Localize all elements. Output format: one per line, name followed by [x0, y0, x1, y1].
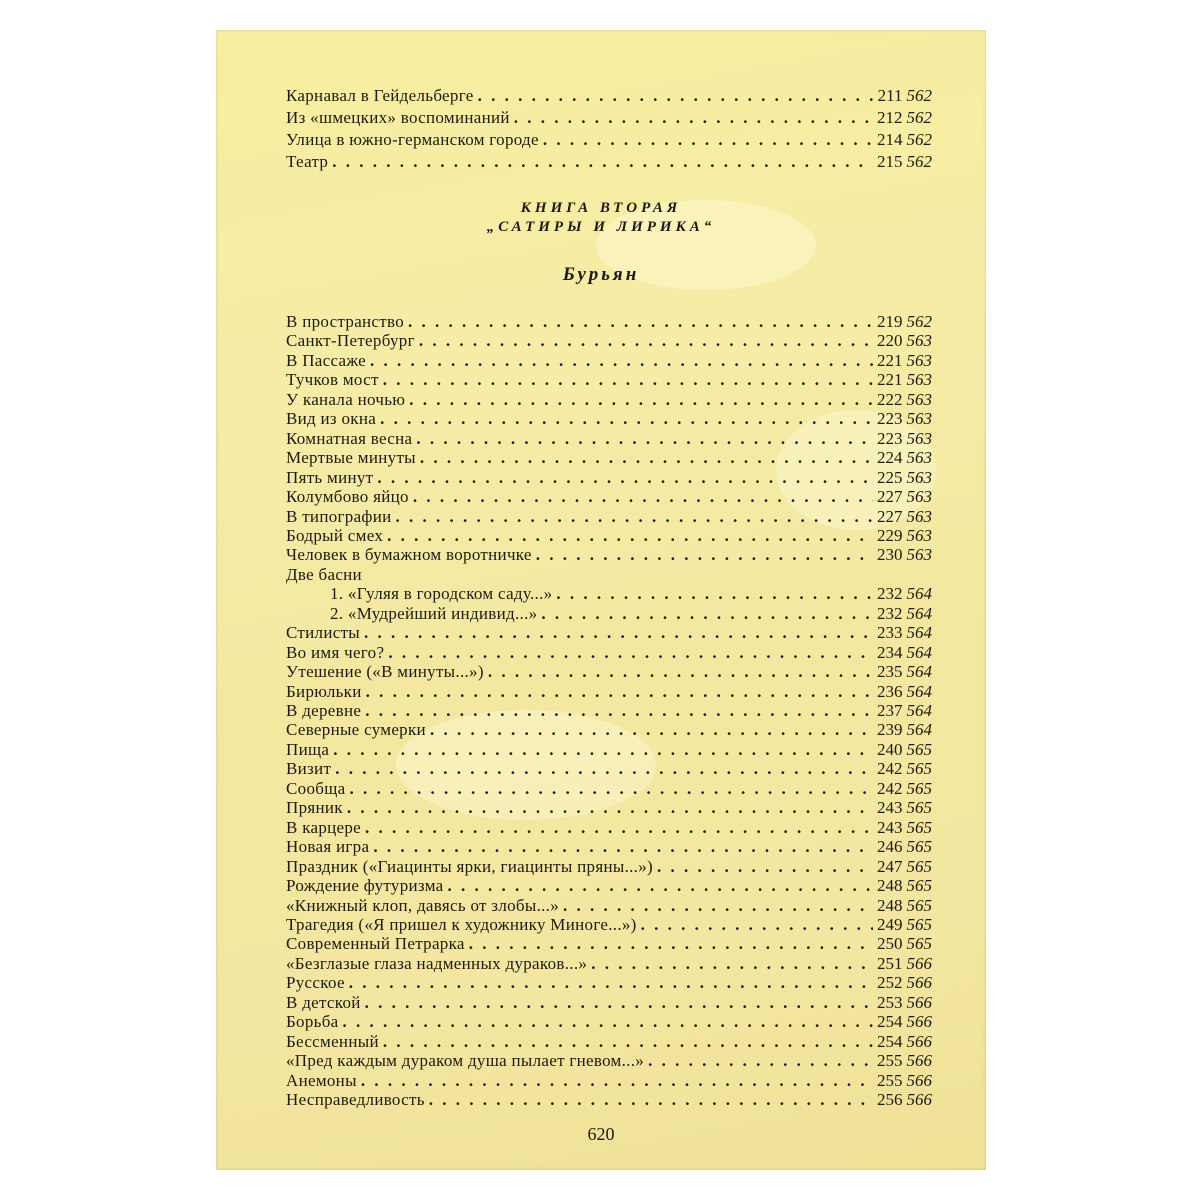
entry-title: Вид из окна [286, 409, 377, 429]
notes-page-number: 565 [906, 837, 932, 857]
notes-page-number: 562 [906, 152, 932, 171]
leader-dots [641, 915, 873, 935]
toc-entry [286, 1012, 932, 1032]
leader-dots [365, 701, 873, 721]
leader-dots [365, 993, 873, 1013]
toc-entry [286, 701, 932, 721]
text-page-number: 253 [877, 992, 903, 1012]
page-number: 620 [587, 1124, 615, 1144]
notes-page-number: 566 [906, 1090, 932, 1109]
notes-page-number: 563 [906, 350, 932, 370]
leader-dots [349, 779, 873, 799]
leader-dots [347, 798, 873, 818]
toc-entry [330, 584, 932, 604]
notes-page-number: 563 [906, 448, 932, 468]
notes-page-number: 563 [906, 428, 932, 448]
notes-page-number: 566 [906, 992, 932, 1012]
toc-entry [286, 759, 932, 779]
text-page-number: 234 [877, 642, 903, 662]
book-heading-1: КНИГА ВТОРАЯ [520, 200, 682, 216]
leader-dots [373, 837, 873, 857]
entry-title: Тучков мост [286, 370, 379, 390]
text-page-number: 233 [877, 623, 903, 643]
leader-dots [343, 1012, 873, 1032]
toc-entry [286, 993, 932, 1013]
text-page-number: 248 [877, 895, 903, 915]
toc-entry [286, 682, 932, 702]
notes-page-number: 565 [906, 934, 932, 954]
text-page-number: 225 [877, 467, 903, 487]
notes-page-number: 565 [906, 914, 932, 934]
toc-entry [286, 1051, 932, 1071]
text-page-number: 252 [877, 973, 903, 993]
notes-page-number: 565 [906, 876, 932, 896]
entry-title: Бодрый смех [286, 525, 384, 545]
leader-dots [657, 857, 873, 877]
notes-page-number: 563 [906, 467, 932, 487]
leader-dots [349, 973, 873, 993]
notes-page-number: 563 [906, 331, 932, 351]
notes-page-number: 563 [906, 506, 932, 526]
entry-title: Улица в южно-германском городе [286, 130, 539, 149]
leader-dots [488, 662, 873, 682]
leader-dots [514, 108, 873, 128]
toc-entry [286, 934, 932, 954]
entry-title: Несправедливость [286, 1090, 425, 1109]
entry-title: Северные сумерки [286, 720, 426, 740]
book-heading-2: „САТИРЫ И ЛИРИКА“ [486, 219, 716, 235]
toc-entry [286, 130, 932, 150]
leader-dots [370, 351, 873, 371]
toc-entry [286, 779, 932, 799]
leader-dots [591, 954, 873, 974]
text-page-number: 211 [877, 86, 903, 105]
entry-title: Пища [286, 739, 330, 759]
entry-title: Санкт-Петербург [286, 331, 415, 351]
notes-page-number: 565 [906, 778, 932, 798]
notes-page-number: 565 [906, 759, 932, 779]
text-page-number: 255 [877, 1070, 903, 1090]
leader-dots [409, 390, 873, 410]
notes-page-number: 562 [906, 86, 932, 105]
text-page-number: 214 [877, 130, 903, 149]
entry-title: «Пред каждым дураком душа пылает гневом...» [286, 1051, 645, 1071]
leader-dots [478, 86, 874, 106]
toc-entry [286, 331, 932, 351]
leader-dots [365, 818, 873, 838]
notes-page-number: 564 [906, 662, 932, 682]
leader-dots [413, 487, 873, 507]
entry-title: Сообща [286, 778, 346, 798]
text-page-number: 239 [877, 720, 903, 740]
entry-title: Комнатная весна [286, 428, 413, 448]
leader-dots [408, 312, 873, 332]
toc-entry [286, 1032, 932, 1052]
notes-page-number: 563 [906, 487, 932, 507]
notes-page-number: 564 [906, 701, 932, 720]
entry-title: Бессменный [286, 1031, 379, 1051]
leader-dots [383, 1032, 873, 1052]
notes-page-number: 565 [906, 739, 932, 759]
toc-entry [286, 896, 932, 916]
toc-entry [286, 837, 932, 857]
notes-page-number: 565 [906, 856, 932, 876]
entry-title: В детской [286, 992, 361, 1012]
notes-page-number: 563 [906, 409, 932, 429]
text-page-number: 237 [877, 701, 903, 720]
toc-entry [286, 487, 932, 507]
leader-dots [335, 759, 873, 779]
leader-dots [469, 934, 873, 954]
leader-dots [541, 604, 873, 624]
text-page-number: 251 [877, 953, 903, 973]
leader-dots [383, 370, 873, 390]
leader-dots [420, 448, 873, 468]
toc-entry [286, 662, 932, 682]
toc-entry [286, 507, 932, 527]
notes-page-number: 566 [906, 1070, 932, 1090]
notes-page-number: 564 [906, 681, 932, 701]
toc-entry [286, 798, 932, 818]
leader-dots [556, 584, 873, 604]
text-page-number: 232 [877, 603, 903, 623]
text-page-number: 223 [877, 409, 903, 429]
toc-entry [286, 108, 932, 128]
notes-page-number: 566 [906, 1012, 932, 1032]
toc-entry [286, 409, 932, 429]
leader-dots [396, 507, 873, 527]
text-page-number: 246 [877, 837, 903, 857]
toc-entry [286, 86, 932, 106]
text-page-number: 240 [877, 739, 903, 759]
entry-title: 2. «Мудрейший индивид...» [330, 603, 538, 623]
leader-dots [366, 682, 873, 702]
notes-page-number: 562 [906, 312, 932, 331]
toc-entry [330, 604, 932, 624]
entry-title: Рождение футуризма [286, 876, 444, 896]
text-page-number: 230 [877, 545, 903, 565]
text-page-number: 249 [877, 914, 903, 934]
text-page-number: 242 [877, 778, 903, 798]
entry-title: Карнавал в Гейдельберге [286, 86, 474, 105]
toc-entry [286, 351, 932, 371]
notes-page-number: 563 [906, 525, 932, 545]
leader-dots [648, 1051, 873, 1071]
leader-dots [536, 545, 873, 565]
notes-page-number: 562 [906, 108, 932, 127]
text-page-number: 256 [877, 1090, 903, 1109]
text-page-number: 212 [877, 108, 903, 127]
text-page-number: 254 [877, 1012, 903, 1032]
notes-page-number: 562 [906, 130, 932, 149]
text-page-number: 224 [877, 448, 903, 468]
text-page-number: 254 [877, 1031, 903, 1051]
notes-page-number: 566 [906, 1051, 932, 1071]
entry-title: Пряник [286, 798, 343, 818]
notes-page-number: 565 [906, 798, 932, 818]
toc-entry [286, 643, 932, 663]
entry-title: Русское [286, 973, 345, 993]
text-page-number: 243 [877, 817, 903, 837]
entry-title: В пространство [286, 312, 405, 331]
toc-entry [286, 915, 932, 935]
notes-page-number: 563 [906, 370, 932, 390]
text-page-number: 227 [877, 487, 903, 507]
entry-title: У канала ночью [286, 389, 406, 409]
text-page-number: 221 [877, 370, 903, 390]
entry-title: Театр [286, 152, 329, 171]
text-page-number: 232 [877, 584, 903, 604]
notes-page-number: 563 [906, 389, 932, 409]
toc-entry [286, 720, 932, 740]
leader-dots [416, 429, 873, 449]
text-page-number: 255 [877, 1051, 903, 1071]
text-page-number: 235 [877, 662, 903, 682]
text-page-number: 227 [877, 506, 903, 526]
leader-dots [419, 331, 873, 351]
entry-title: «Безглазые глаза надменных дураков...» [286, 953, 588, 973]
text-page-number: 222 [877, 389, 903, 409]
toc-entry [286, 152, 932, 172]
entry-title: Утешение («В минуты...») [286, 662, 484, 682]
leader-dots [429, 1090, 873, 1110]
entry-title: Две басни [286, 564, 362, 584]
notes-page-number: 566 [906, 1031, 932, 1051]
text-page-number: 220 [877, 331, 903, 351]
toc-entry [286, 390, 932, 410]
entry-title: Праздник («Гиацинты ярки, гиацинты пряны...») [286, 856, 653, 876]
entry-title: В Пассаже [286, 350, 367, 370]
entry-title: Современный Петрарка [286, 934, 465, 954]
toc-entry [286, 545, 932, 565]
toc-entry [286, 857, 932, 877]
notes-page-number: 564 [906, 720, 932, 740]
leader-dots [333, 740, 873, 760]
toc-entry [286, 526, 932, 546]
toc-entry [286, 429, 932, 449]
text-page-number: 243 [877, 798, 903, 818]
text-page-number: 223 [877, 428, 903, 448]
entry-title: В карцере [286, 817, 362, 837]
toc-entry [286, 1071, 932, 1091]
notes-page-number: 566 [906, 973, 932, 993]
notes-page-number: 563 [906, 545, 932, 565]
toc-entry [286, 954, 932, 974]
notes-page-number: 564 [906, 623, 932, 643]
leader-dots [332, 152, 873, 172]
text-page-number: 247 [877, 856, 903, 876]
toc-entry [286, 623, 932, 643]
notes-page-number: 565 [906, 817, 932, 837]
entry-title: Бирюльки [286, 681, 362, 701]
notes-page-number: 564 [906, 642, 932, 662]
toc-entry [286, 973, 932, 993]
toc-entry [286, 876, 932, 896]
text-page-number: 250 [877, 934, 903, 954]
notes-page-number: 566 [906, 953, 932, 973]
toc-entry [286, 565, 932, 585]
cycle-heading: Бурьян [562, 264, 640, 285]
entry-title: Человек в бумажном воротничке [286, 545, 532, 565]
toc-entry [286, 818, 932, 838]
leader-dots [543, 130, 873, 150]
entry-title: Трагедия («Я пришел к художнику Миноге...») [286, 914, 637, 934]
toc-entry [286, 468, 932, 488]
entry-title: В деревне [286, 701, 362, 720]
text-page-number: 236 [877, 681, 903, 701]
toc-entry [286, 370, 932, 390]
leader-dots [430, 720, 873, 740]
leader-dots [388, 643, 873, 663]
entry-title: Анемоны [286, 1070, 357, 1090]
entry-title: Во имя чего? [286, 642, 385, 662]
entry-title: Стилисты [286, 623, 361, 643]
toc-entry [286, 1090, 932, 1110]
notes-page-number: 564 [906, 603, 932, 623]
entry-title: Новая игра [286, 837, 370, 857]
text-page-number: 215 [877, 152, 903, 171]
text-page-number: 248 [877, 876, 903, 896]
entry-title: Пять минут [286, 467, 374, 487]
entry-title: Борьба [286, 1012, 339, 1032]
leader-dots [563, 896, 873, 916]
leader-dots [387, 526, 873, 546]
leader-dots [380, 409, 873, 429]
notes-page-number: 564 [906, 584, 932, 604]
entry-title: Визит [286, 759, 332, 779]
entry-title: В типографии [286, 506, 392, 526]
text-page-number: 221 [877, 350, 903, 370]
entry-title: 1. «Гуляя в городском саду...» [330, 584, 553, 604]
entry-title: «Книжный клоп, давясь от злобы...» [286, 895, 560, 915]
leader-dots [377, 468, 873, 488]
text-page-number: 242 [877, 759, 903, 779]
leader-dots [448, 876, 874, 896]
text-page-number: 219 [877, 312, 903, 331]
leader-dots [364, 623, 873, 643]
entry-title: Мертвые минуты [286, 448, 416, 468]
toc-entry [286, 740, 932, 760]
text-page-number: 229 [877, 525, 903, 545]
toc-entry [286, 448, 932, 468]
notes-page-number: 565 [906, 895, 932, 915]
entry-title: Из «шмецких» воспоминаний [286, 108, 510, 127]
leader-dots [361, 1071, 873, 1091]
toc-entry [286, 312, 932, 332]
entry-title: Колумбово яйцо [286, 487, 409, 507]
